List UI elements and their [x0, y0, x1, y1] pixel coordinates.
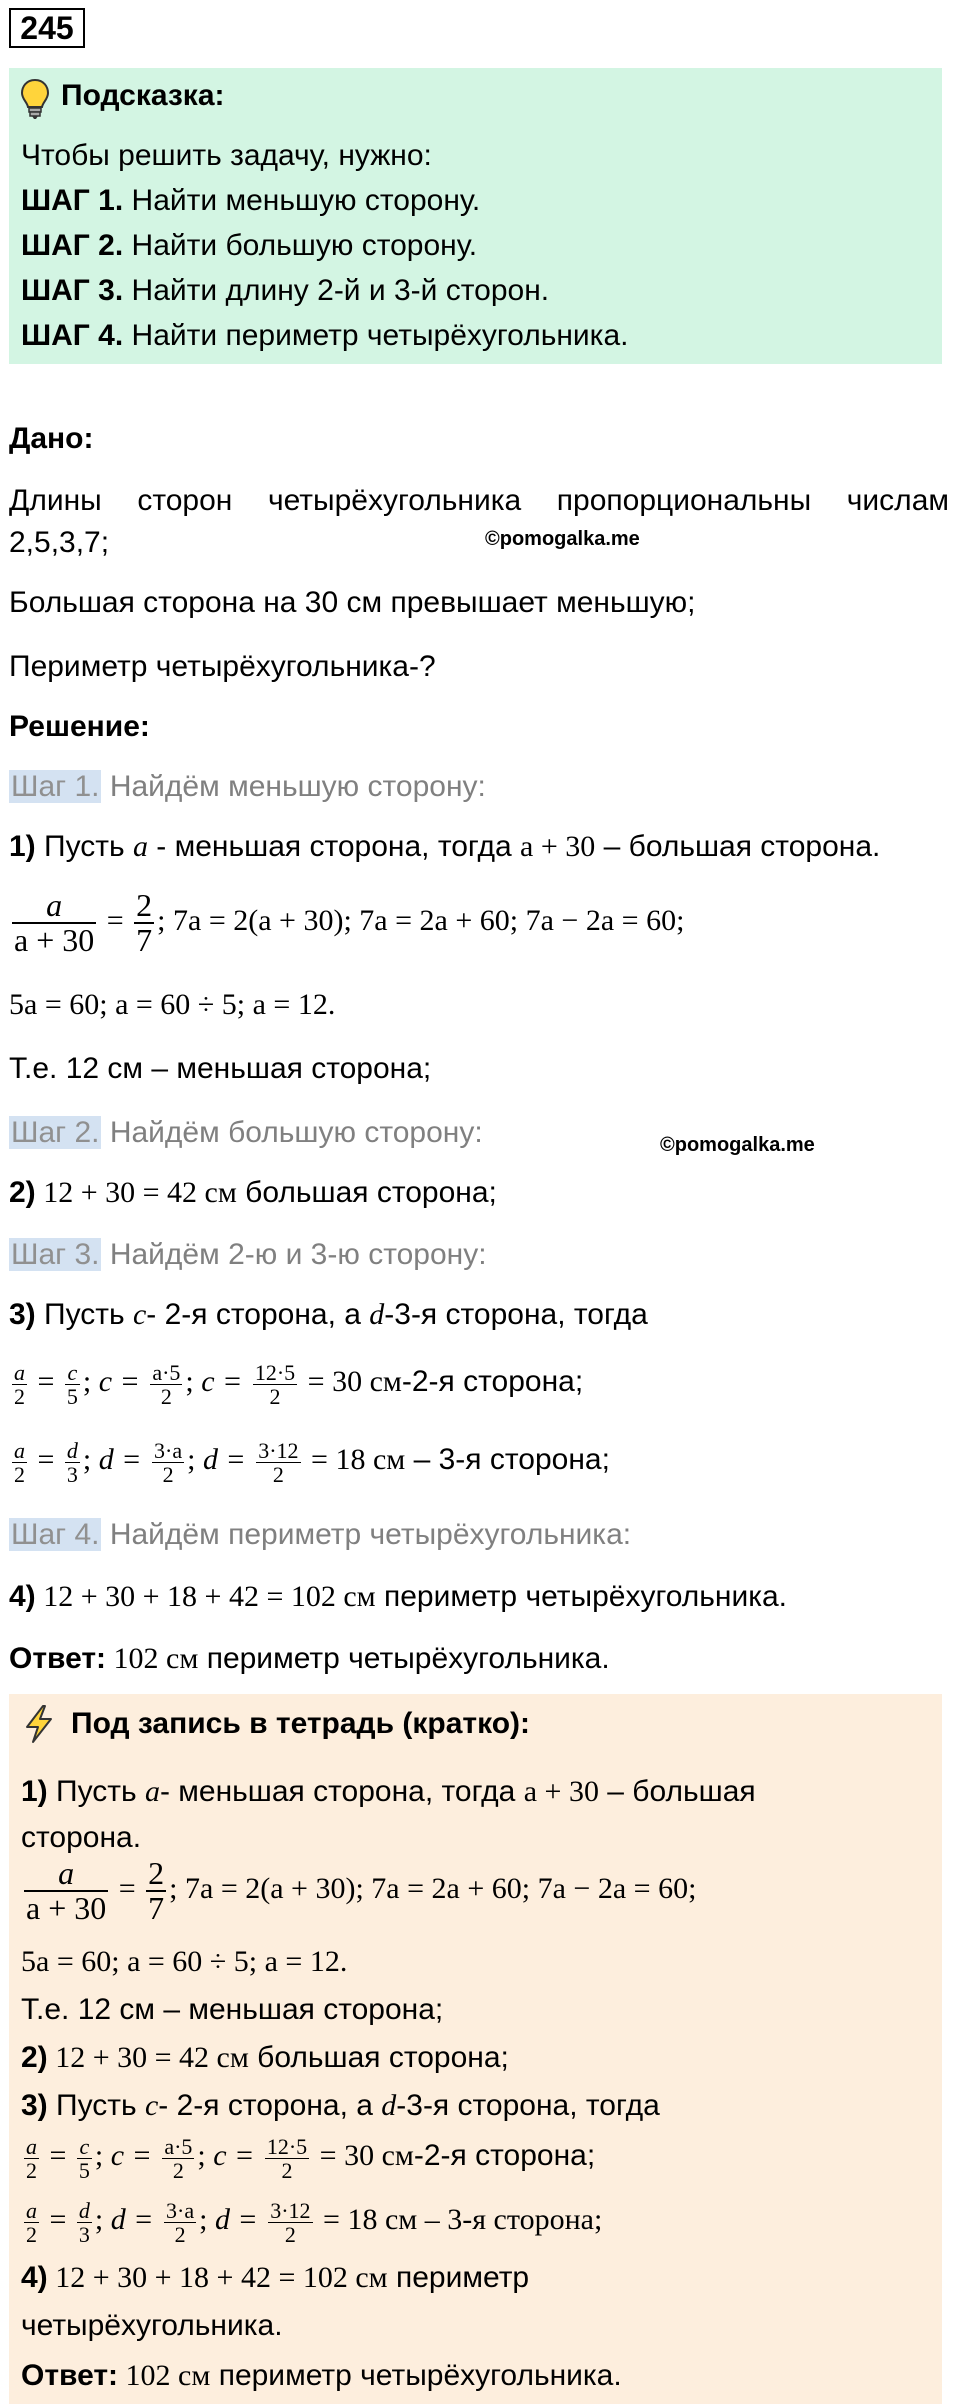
given-line-3: Периметр четырёхугольника-? [9, 650, 436, 683]
solution-1-line-3: Т.е. 12 см – меньшая сторона; [9, 1052, 432, 1085]
step-4-heading: Шаг 4. Найдём периметр четырёхугольника: [11, 1518, 632, 1551]
notebook-1-line-4: Т.е. 12 см – меньшая сторона; [21, 1993, 444, 2026]
solution-answer: Ответ: 102 см периметр четырёхугольника. [9, 1642, 610, 1675]
task-number: 245 [9, 8, 85, 48]
fraction-2-over-7: $\frac{2}{7}$ [136, 886, 153, 959]
solution-3-row-1: $\frac{a}{2}$ = $\frac{c}{5}$ ; c = $\frac{a\cdot 5}{2}$ ; c = $\frac{12\cdot 5}{2}$ = 30 см-2-я сторона; [14, 1359, 584, 1409]
notebook-1-equation: $\frac{a}{a + 30}$ = $\frac{2}{7}$ ; 7a = 2(a + 30); 7a = 2a + 60; 7a − 2a = 60; [26, 1854, 697, 1927]
solution-3-statement: 3) Пусть c- 2-я сторона, а d-3-я сторона, тогда [9, 1298, 648, 1331]
given-title: Дано: [9, 422, 94, 455]
step-3-heading: Шаг 3. Найдём 2-ю и 3-ю сторону: [11, 1238, 487, 1271]
lightning-icon [23, 1704, 55, 1749]
notebook-3-row-1: $\frac{a}{2}$ = $\frac{c}{5}$ ; c = $\frac{a\cdot 5}{2}$ ; c = $\frac{12\cdot 5}{2}$ = 30 см-2-я сторона; [26, 2133, 596, 2183]
watermark: ©pomogalka.me [485, 528, 640, 550]
solution-4: 4) 12 + 30 + 18 + 42 = 102 см периметр четырёхугольника. [9, 1580, 788, 1613]
notebook-box [9, 1694, 942, 2404]
notebook-3-statement: 3) Пусть c- 2-я сторона, а d-3-я сторона, тогда [21, 2089, 660, 2122]
lightbulb-icon [19, 78, 51, 125]
hint-step-3: ШАГ 3. Найти длину 2-й и 3-й сторон. [21, 274, 550, 307]
notebook-title: Под запись в тетрадь (кратко): [71, 1707, 531, 1740]
notebook-4: 4) 12 + 30 + 18 + 42 = 102 см периметр [21, 2261, 530, 2294]
fraction-a-over-a-plus-30: $\frac{a}{a + 30}$ [14, 886, 95, 959]
given-line-1a: Длины сторон четырёхугольника пропорциональны числам [9, 484, 949, 517]
solution-2: 2) 12 + 30 = 42 см большая сторона; [9, 1176, 497, 1209]
hint-intro: Чтобы решить задачу, нужно: [21, 139, 432, 172]
solution-1-equation: $\frac{a}{a + 30}$ = $\frac{2}{7}$ ; 7a = 2(a + 30); 7a = 2a + 60; 7a − 2a = 60; [14, 886, 685, 959]
hint-step-1: ШАГ 1. Найти меньшую сторону. [21, 184, 481, 217]
notebook-1-statement-cont: сторона. [21, 1821, 142, 1854]
notebook-2: 2) 12 + 30 = 42 см большая сторона; [21, 2041, 509, 2074]
notebook-4-cont: четырёхугольника. [21, 2309, 283, 2342]
step-1-heading: Шаг 1. Найдём меньшую сторону: [11, 770, 486, 803]
solution-1-line-2: 5a = 60; a = 60 ÷ 5; a = 12. [9, 988, 336, 1021]
notebook-1-line-3: 5a = 60; a = 60 ÷ 5; a = 12. [21, 1945, 348, 1978]
watermark-2: ©pomogalka.me [660, 1134, 815, 1156]
hint-step-4: ШАГ 4. Найти периметр четырёхугольника. [21, 319, 629, 352]
hint-title: Подсказка: [61, 79, 225, 112]
solution-1-statement: 1) Пусть a - меньшая сторона, тогда a + 30 – большая сторона. [9, 830, 881, 863]
given-line-1b: 2,5,3,7; [9, 526, 110, 559]
solution-3-row-2: $\frac{a}{2}$ = $\frac{d}{3}$ ; d = $\frac{3\cdot a}{2}$ ; d = $\frac{3\cdot 12}{2}$ = 18 см – 3-я сторона; [14, 1437, 610, 1487]
step-2-heading: Шаг 2. Найдём большую сторону: [11, 1116, 483, 1149]
hint-box [9, 68, 942, 364]
notebook-3-row-2: $\frac{a}{2}$ = $\frac{d}{3}$ ; d = $\frac{3\cdot a}{2}$ ; d = $\frac{3\cdot 12}{2}$ = 18 см – 3-я сторона; [26, 2197, 603, 2247]
hint-step-2: ШАГ 2. Найти большую сторону. [21, 229, 478, 262]
notebook-1-statement: 1) Пусть a- меньшая сторона, тогда a + 30 – большая [21, 1775, 756, 1808]
given-line-2: Большая сторона на 30 см превышает меньшую; [9, 586, 696, 619]
solution-title: Решение: [9, 710, 150, 743]
notebook-answer: Ответ: 102 см периметр четырёхугольника. [21, 2359, 622, 2392]
